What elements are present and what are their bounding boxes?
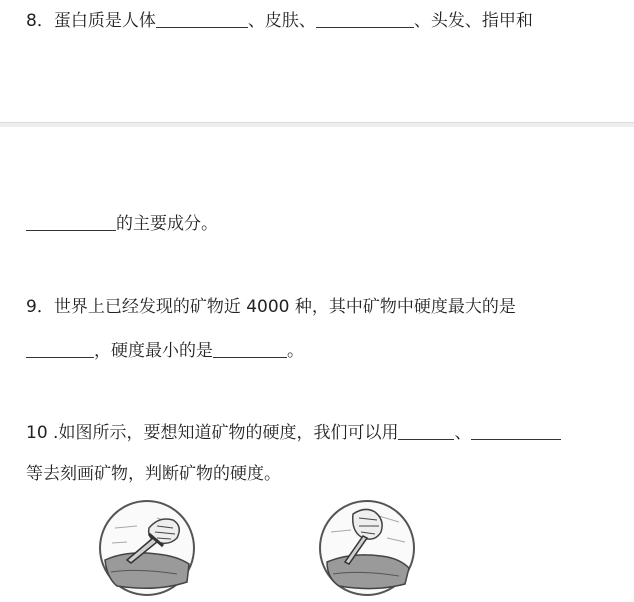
scratch-test-with-knife-icon	[97, 498, 197, 598]
q8-blank-1[interactable]	[156, 26, 248, 28]
q9-text-1: ，硬度最小的是	[94, 341, 213, 361]
q8-blank-2[interactable]	[316, 26, 414, 28]
q10-line-2: 等去刻画矿物，判断矿物的硬度。	[26, 464, 281, 484]
q9-line-1: 9．世界上已经发现的矿物近 4000 种，其中矿物中硬度最大的是	[26, 297, 516, 317]
q9-blank-1[interactable]	[26, 356, 94, 358]
q9-text-2: 。	[287, 341, 304, 361]
q8-line-1	[26, 9, 533, 33]
q10-text-1: 10 .如图所示，要想知道矿物的硬度，我们可以用	[26, 423, 399, 443]
q8-blank-3[interactable]	[26, 229, 116, 231]
q8-text-2: 、皮肤、	[247, 11, 316, 31]
q8-text-1: 8．蛋白质是人体	[26, 11, 156, 31]
page-break-divider	[0, 122, 634, 127]
q9-line-2	[26, 339, 304, 363]
scratch-test-with-nail-icon	[317, 498, 417, 598]
q9-blank-2[interactable]	[213, 356, 287, 358]
q8-text-3: 、头发、指甲和	[413, 11, 533, 31]
q10-blank-1[interactable]	[398, 438, 454, 440]
q8-line-2	[26, 212, 218, 236]
q10-line-1	[26, 421, 561, 445]
q10-blank-2[interactable]	[471, 438, 561, 440]
q10-text-2: 、	[454, 423, 472, 443]
q8-text-4: 的主要成分。	[116, 214, 218, 234]
